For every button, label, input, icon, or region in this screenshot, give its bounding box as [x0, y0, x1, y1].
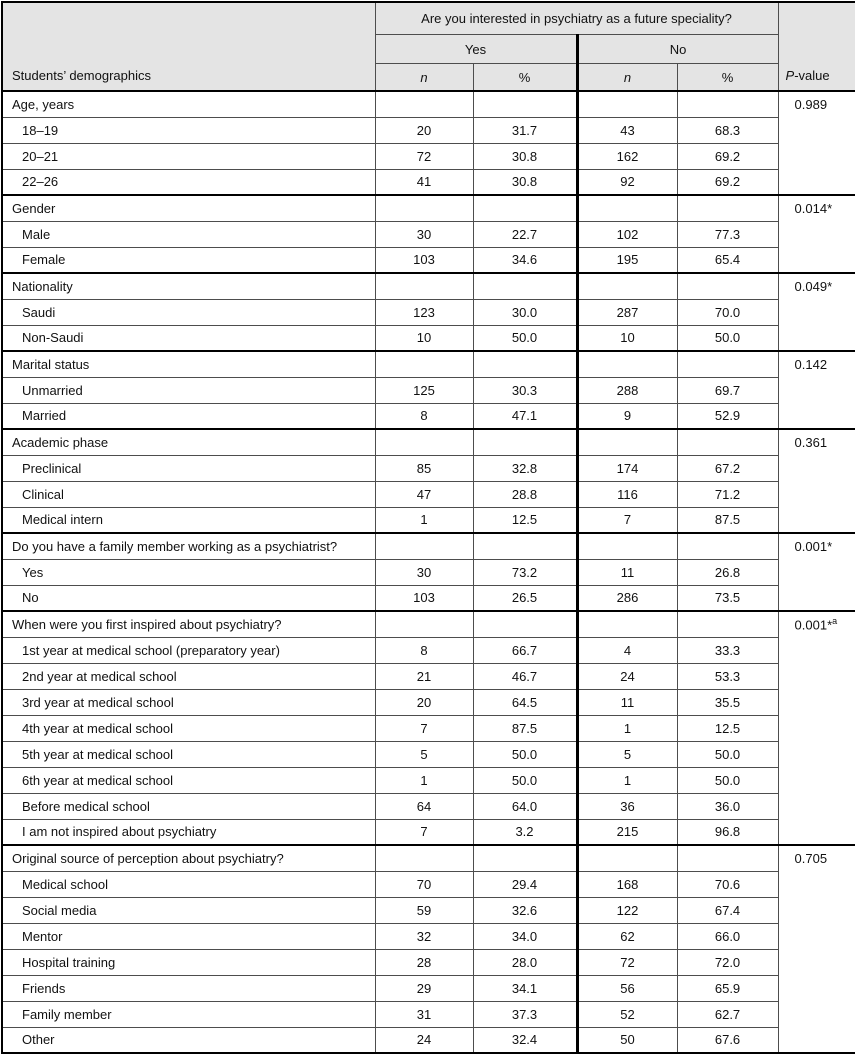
category-row [2, 273, 855, 299]
yes-pct-cell: 46.7 [473, 663, 577, 689]
no-n-cell: 56 [577, 975, 677, 1001]
yes-n-cell: 85 [375, 455, 473, 481]
no-pct-empty-cell [677, 611, 778, 637]
table-row [2, 247, 855, 273]
no-pct-empty-cell [677, 273, 778, 299]
category-label: Nationality [2, 273, 375, 299]
no-n-cell: 168 [577, 871, 677, 897]
yes-n-empty-cell [375, 611, 473, 637]
row-label: I am not inspired about psychiatry [2, 819, 375, 845]
row-label: No [2, 585, 375, 611]
yes-n-cell: 59 [375, 897, 473, 923]
no-pct-cell: 69.2 [677, 169, 778, 195]
no-pct-cell: 62.7 [677, 1001, 778, 1027]
table-row [2, 689, 855, 715]
row-label: Hospital training [2, 949, 375, 975]
row-label: 2nd year at medical school [2, 663, 375, 689]
yes-n-cell: 70 [375, 871, 473, 897]
yes-n-cell: 103 [375, 247, 473, 273]
yes-n-cell: 7 [375, 715, 473, 741]
row-label: Medical school [2, 871, 375, 897]
p-value-cell: 0.142 [778, 351, 855, 429]
no-n-cell: 287 [577, 299, 677, 325]
table-row [2, 923, 855, 949]
no-n-cell: 92 [577, 169, 677, 195]
yes-n-empty-cell [375, 91, 473, 117]
row-label: Clinical [2, 481, 375, 507]
table-row [2, 767, 855, 793]
no-pct-empty-cell [677, 845, 778, 871]
no-n-cell: 5 [577, 741, 677, 767]
table-row [2, 585, 855, 611]
no-pct-header: % [677, 64, 778, 92]
category-label: Gender [2, 195, 375, 221]
yes-n-empty-cell [375, 429, 473, 455]
table-row [2, 455, 855, 481]
category-row [2, 429, 855, 455]
row-label: Yes [2, 559, 375, 585]
question-column-header: Are you interested in psychiatry as a future speciality? [375, 2, 778, 35]
row-label: Non-Saudi [2, 325, 375, 351]
no-n-cell: 50 [577, 1027, 677, 1053]
yes-n-cell: 30 [375, 221, 473, 247]
row-label: Saudi [2, 299, 375, 325]
table-row [2, 1027, 855, 1053]
no-pct-cell: 67.2 [677, 455, 778, 481]
yes-n-cell: 125 [375, 377, 473, 403]
table-row [2, 143, 855, 169]
yes-pct-cell: 3.2 [473, 819, 577, 845]
yes-pct-empty-cell [473, 91, 577, 117]
no-n-empty-cell [577, 273, 677, 299]
yes-n-empty-cell [375, 195, 473, 221]
row-label: Medical intern [2, 507, 375, 533]
yes-pct-cell: 73.2 [473, 559, 577, 585]
yes-pct-cell: 87.5 [473, 715, 577, 741]
yes-n-cell: 32 [375, 923, 473, 949]
row-label: Mentor [2, 923, 375, 949]
table-row [2, 559, 855, 585]
table-row [2, 299, 855, 325]
yes-pct-cell: 31.7 [473, 117, 577, 143]
no-pct-cell: 65.9 [677, 975, 778, 1001]
table-row [2, 949, 855, 975]
no-pct-cell: 70.6 [677, 871, 778, 897]
yes-group-header: Yes [375, 35, 577, 64]
table-body [2, 91, 855, 1053]
yes-n-cell: 21 [375, 663, 473, 689]
yes-n-cell: 72 [375, 143, 473, 169]
p-value-superscript: a [832, 616, 838, 626]
yes-n-cell: 29 [375, 975, 473, 1001]
table-row [2, 117, 855, 143]
no-n-cell: 43 [577, 117, 677, 143]
yes-pct-cell: 34.0 [473, 923, 577, 949]
no-pct-empty-cell [677, 351, 778, 377]
yes-n-cell: 1 [375, 507, 473, 533]
yes-n-cell: 41 [375, 169, 473, 195]
category-label: Age, years [2, 91, 375, 117]
row-label: 22–26 [2, 169, 375, 195]
yes-pct-empty-cell [473, 429, 577, 455]
yes-pct-cell: 28.8 [473, 481, 577, 507]
table-row [2, 325, 855, 351]
yes-pct-cell: 34.1 [473, 975, 577, 1001]
no-n-cell: 162 [577, 143, 677, 169]
yes-pct-cell: 29.4 [473, 871, 577, 897]
table-header [2, 2, 855, 91]
yes-n-cell: 1 [375, 767, 473, 793]
p-value-header-rest-part: -value [794, 68, 830, 83]
no-n-cell: 286 [577, 585, 677, 611]
header-row-question [2, 2, 855, 35]
yes-pct-cell: 28.0 [473, 949, 577, 975]
no-pct-cell: 65.4 [677, 247, 778, 273]
yes-pct-cell: 30.3 [473, 377, 577, 403]
yes-pct-empty-cell [473, 611, 577, 637]
table-row [2, 377, 855, 403]
row-label: Social media [2, 897, 375, 923]
row-label: Male [2, 221, 375, 247]
no-pct-cell: 77.3 [677, 221, 778, 247]
yes-pct-cell: 50.0 [473, 741, 577, 767]
no-pct-cell: 68.3 [677, 117, 778, 143]
table-row [2, 741, 855, 767]
no-pct-cell: 33.3 [677, 637, 778, 663]
yes-n-empty-cell [375, 845, 473, 871]
yes-pct-cell: 37.3 [473, 1001, 577, 1027]
yes-pct-cell: 12.5 [473, 507, 577, 533]
no-n-cell: 116 [577, 481, 677, 507]
table-row [2, 897, 855, 923]
no-pct-cell: 67.6 [677, 1027, 778, 1053]
category-label: Do you have a family member working as a psychiatrist? [2, 533, 375, 559]
yes-pct-cell: 50.0 [473, 767, 577, 793]
no-n-cell: 52 [577, 1001, 677, 1027]
row-label: Before medical school [2, 793, 375, 819]
row-label: Unmarried [2, 377, 375, 403]
no-pct-cell: 50.0 [677, 741, 778, 767]
category-row [2, 611, 855, 637]
yes-n-cell: 103 [375, 585, 473, 611]
no-n-cell: 102 [577, 221, 677, 247]
row-label: Female [2, 247, 375, 273]
no-n-empty-cell [577, 91, 677, 117]
no-n-cell: 24 [577, 663, 677, 689]
no-n-cell: 72 [577, 949, 677, 975]
category-row [2, 195, 855, 221]
no-pct-cell: 36.0 [677, 793, 778, 819]
no-pct-cell: 66.0 [677, 923, 778, 949]
yes-pct-cell: 50.0 [473, 325, 577, 351]
yes-n-empty-cell [375, 351, 473, 377]
category-row [2, 845, 855, 871]
yes-pct-cell: 30.0 [473, 299, 577, 325]
no-pct-cell: 70.0 [677, 299, 778, 325]
row-label: 4th year at medical school [2, 715, 375, 741]
yes-pct-empty-cell [473, 195, 577, 221]
yes-n-cell: 20 [375, 689, 473, 715]
p-value-cell: 0.001*$^a$ [778, 611, 855, 845]
table-row [2, 221, 855, 247]
yes-pct-cell: 32.4 [473, 1027, 577, 1053]
yes-pct-cell: 34.6 [473, 247, 577, 273]
yes-n-cell: 8 [375, 637, 473, 663]
yes-n-cell: 8 [375, 403, 473, 429]
table-row [2, 169, 855, 195]
no-n-empty-cell [577, 845, 677, 871]
row-label: 3rd year at medical school [2, 689, 375, 715]
p-value-cell: 0.001* [778, 533, 855, 611]
yes-n-cell: 5 [375, 741, 473, 767]
p-value-cell: 0.049* [778, 273, 855, 351]
row-label: Family member [2, 1001, 375, 1027]
row-label: 18–19 [2, 117, 375, 143]
no-pct-cell: 53.3 [677, 663, 778, 689]
row-label: 1st year at medical school (preparatory year) [2, 637, 375, 663]
yes-pct-cell: 32.6 [473, 897, 577, 923]
no-pct-cell: 87.5 [677, 507, 778, 533]
yes-n-cell: 24 [375, 1027, 473, 1053]
p-value-header-italic-part: P [785, 68, 795, 83]
no-group-header: No [577, 35, 778, 64]
yes-n-empty-cell [375, 273, 473, 299]
yes-n-cell: 47 [375, 481, 473, 507]
no-pct-cell: 69.2 [677, 143, 778, 169]
table-row [2, 663, 855, 689]
no-n-empty-cell [577, 611, 677, 637]
yes-n-empty-cell [375, 533, 473, 559]
table-row [2, 507, 855, 533]
category-row [2, 351, 855, 377]
row-label: Married [2, 403, 375, 429]
no-n-cell: 10 [577, 325, 677, 351]
category-row [2, 91, 855, 117]
no-pct-cell: 50.0 [677, 325, 778, 351]
yes-n-cell: 10 [375, 325, 473, 351]
no-n-cell: 1 [577, 715, 677, 741]
no-pct-empty-cell [677, 195, 778, 221]
yes-pct-cell: 64.0 [473, 793, 577, 819]
no-pct-empty-cell [677, 91, 778, 117]
no-n-cell: 288 [577, 377, 677, 403]
no-pct-cell: 72.0 [677, 949, 778, 975]
no-n-empty-cell [577, 195, 677, 221]
table-row [2, 481, 855, 507]
no-pct-cell: 52.9 [677, 403, 778, 429]
table-row [2, 637, 855, 663]
yes-n-cell: 7 [375, 819, 473, 845]
table-row [2, 975, 855, 1001]
category-label: Original source of perception about psychiatry? [2, 845, 375, 871]
category-label: Marital status [2, 351, 375, 377]
row-label: Preclinical [2, 455, 375, 481]
no-n-cell: 7 [577, 507, 677, 533]
p-value-cell: 0.361 [778, 429, 855, 533]
yes-n-cell: 30 [375, 559, 473, 585]
yes-n-cell: 31 [375, 1001, 473, 1027]
p-value-cell: 0.989 [778, 91, 855, 195]
no-n-empty-cell [577, 429, 677, 455]
table-row [2, 819, 855, 845]
no-n-cell: 62 [577, 923, 677, 949]
p-value-cell: 0.014* [778, 195, 855, 273]
demographics-column-header: Students’ demographics [2, 2, 375, 91]
yes-pct-empty-cell [473, 273, 577, 299]
no-pct-cell: 12.5 [677, 715, 778, 741]
no-n-cell: 215 [577, 819, 677, 845]
yes-pct-cell: 66.7 [473, 637, 577, 663]
yes-pct-empty-cell [473, 351, 577, 377]
no-n-empty-cell [577, 533, 677, 559]
table-row [2, 793, 855, 819]
category-label: Academic phase [2, 429, 375, 455]
no-pct-empty-cell [677, 533, 778, 559]
yes-pct-cell: 26.5 [473, 585, 577, 611]
no-n-cell: 174 [577, 455, 677, 481]
no-n-cell: 195 [577, 247, 677, 273]
yes-pct-empty-cell [473, 845, 577, 871]
yes-n-header: n [375, 64, 473, 92]
no-n-cell: 36 [577, 793, 677, 819]
yes-pct-cell: 22.7 [473, 221, 577, 247]
row-label: Other [2, 1027, 375, 1053]
category-label: When were you first inspired about psychiatry? [2, 611, 375, 637]
no-pct-empty-cell [677, 429, 778, 455]
table-row [2, 871, 855, 897]
no-pct-cell: 69.7 [677, 377, 778, 403]
yes-pct-cell: 64.5 [473, 689, 577, 715]
no-pct-cell: 96.8 [677, 819, 778, 845]
row-label: 6th year at medical school [2, 767, 375, 793]
category-row [2, 533, 855, 559]
no-n-cell: 1 [577, 767, 677, 793]
yes-pct-cell: 47.1 [473, 403, 577, 429]
yes-n-cell: 28 [375, 949, 473, 975]
table-row [2, 1001, 855, 1027]
yes-pct-cell: 30.8 [473, 143, 577, 169]
demographics-psychiatry-table [1, 1, 855, 1054]
yes-n-cell: 123 [375, 299, 473, 325]
table-row [2, 715, 855, 741]
no-pct-cell: 50.0 [677, 767, 778, 793]
no-n-cell: 11 [577, 689, 677, 715]
no-n-cell: 122 [577, 897, 677, 923]
no-pct-cell: 67.4 [677, 897, 778, 923]
yes-pct-cell: 30.8 [473, 169, 577, 195]
yes-pct-empty-cell [473, 533, 577, 559]
no-pct-cell: 71.2 [677, 481, 778, 507]
row-label: 20–21 [2, 143, 375, 169]
p-value-column-header [778, 2, 855, 91]
no-n-cell: 4 [577, 637, 677, 663]
no-n-empty-cell [577, 351, 677, 377]
yes-n-cell: 20 [375, 117, 473, 143]
no-n-cell: 9 [577, 403, 677, 429]
p-value-cell: 0.705 [778, 845, 855, 1053]
no-pct-cell: 35.5 [677, 689, 778, 715]
no-pct-cell: 26.8 [677, 559, 778, 585]
yes-pct-cell: 32.8 [473, 455, 577, 481]
no-n-header: n [577, 64, 677, 92]
table-row [2, 403, 855, 429]
row-label: 5th year at medical school [2, 741, 375, 767]
yes-n-cell: 64 [375, 793, 473, 819]
no-pct-cell: 73.5 [677, 585, 778, 611]
yes-pct-header: % [473, 64, 577, 92]
row-label: Friends [2, 975, 375, 1001]
no-n-cell: 11 [577, 559, 677, 585]
